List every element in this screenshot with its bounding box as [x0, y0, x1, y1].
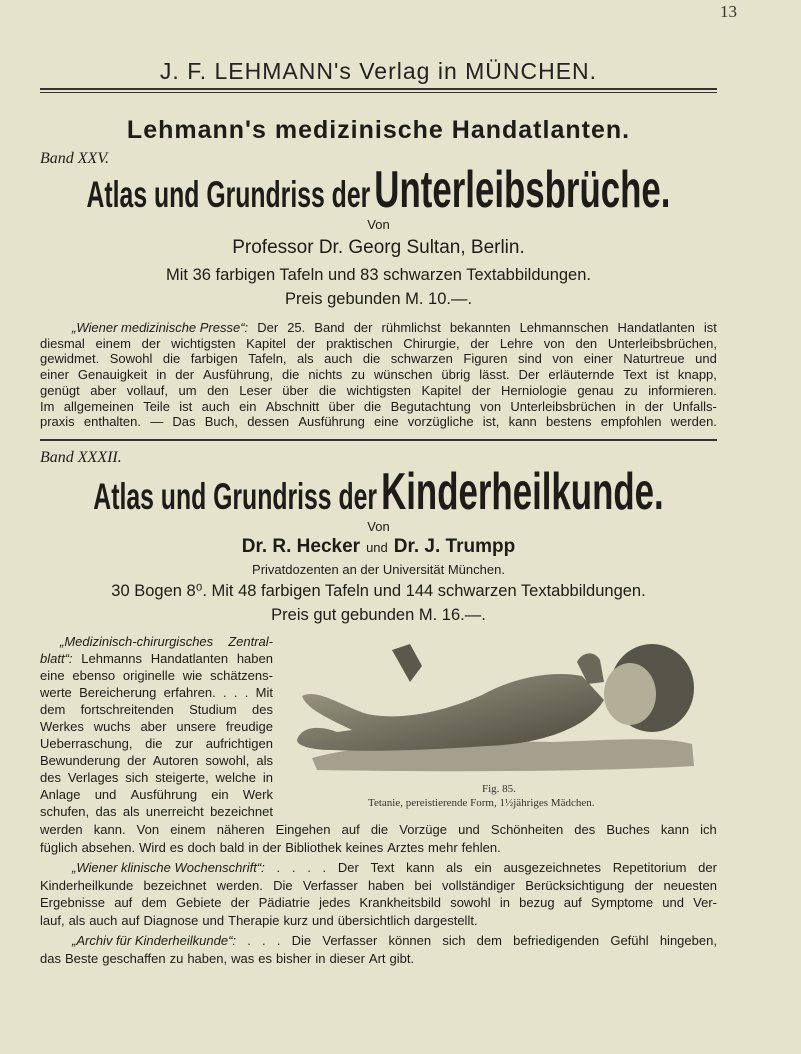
title-main: Unterleibsbrüche.: [374, 161, 671, 219]
series-title: Lehmann's medizinische Handatlanten.: [126, 116, 631, 144]
title-main: Kinderheilkunde.: [381, 463, 664, 521]
author-2: Dr. J. Trumpp: [393, 536, 516, 557]
text-line: eine ebenso originelle wie schätzens-: [40, 668, 273, 683]
title-prefix: Atlas und Grundriss der: [93, 476, 378, 517]
von-label: Von: [367, 519, 390, 534]
header-rule: [40, 88, 717, 90]
book-details: Mit 36 farbigen Tafeln und 83 schwarzen Textabbildungen.: [165, 266, 591, 284]
text-line: schufen, das als unerreicht bezeichnet: [40, 804, 273, 819]
page-number: 13: [720, 2, 737, 21]
text-line: dem fortschreitenden Studium des: [40, 702, 273, 717]
figure-caption: Tetanie, pereistierende Form, 1½jähriges Mädchen.: [368, 797, 595, 809]
text-line: lauf, als auch auf Diagnose und Therapie kurz und übersichtlich dargestellt.: [40, 912, 478, 928]
von-label: Von: [367, 217, 390, 232]
book-price: Preis gut gebunden M. 16.—.: [271, 606, 486, 624]
text-line: „Archiv für Kinderheilkunde“: . . . Die Verfasser können sich dem befriedigenden Gefühl hingeben,: [72, 933, 717, 948]
band-label: Band XXXII.: [40, 449, 122, 466]
publisher-header: J. F. LEHMANN's Verlag in MÜNCHEN.: [159, 58, 598, 84]
section-rule: [40, 439, 717, 441]
band-label: Band XXV.: [40, 150, 110, 167]
text-line: Kinderheilkunde bezeichnet werden. Die Verfasser haben bei vollständiger Berücksichtigung der neuesten: [40, 877, 717, 893]
text-line: Ergebnisse auf dem Gebiete der Pädiatrie jedes Krankheitsbild sowohl in bezug auf Symptome und Ver-: [40, 895, 717, 910]
und: und: [366, 540, 388, 555]
text-line: werte Bereicherung erfahren. . . . Mit: [40, 685, 273, 700]
text-line: einer Genauigkeit in der Ausführung, die nichts zu wünschen übrig lässt. Der erläuternde Text ist knapp,: [40, 367, 717, 382]
text-line: gewidmet. Sowohl die farbigen Tafeln, als auch die schwarzen Figuren sind von einer Naturtreue und: [40, 351, 717, 366]
text-line: „Medizinisch-chirurgisches Zentral-: [60, 634, 273, 649]
text-line: genügt aber vollauf, um den Leser über die wichtigsten Kapitel der Herniologie genau zu informieren.: [40, 383, 717, 398]
infant-illustration: [292, 640, 707, 772]
authors: [40, 536, 717, 558]
book-title: [93, 463, 664, 521]
review-source: blatt“:: [40, 651, 73, 666]
book-title: [86, 161, 671, 219]
figure-label: Fig. 85.: [482, 783, 516, 795]
book-details: 30 Bogen 8⁰. Mit 48 farbigen Tafeln und 144 schwarzen Textabbildungen.: [111, 582, 646, 600]
text-line: füglich absehen. Wird es doch bald in der Bibliothek keines Arztes mehr fehlen.: [40, 840, 501, 855]
text-line: werden kann. Von einem näheren Eingehen auf die Vorzüge und Schönheiten des Buches kann ich: [40, 822, 717, 837]
text-line: des Verlages sich steigerte, welche in: [40, 770, 273, 785]
text-line: Im allgemeinen Teile ist auch ein Abschnitt über die Begutachtung von Unterleibsbrüchen in der Unfalls-: [40, 399, 717, 414]
text-line: Bewunderung der Autoren sowohl, als: [40, 753, 273, 768]
title-prefix: Atlas und Grundriss der: [86, 174, 371, 215]
book-price: Preis gebunden M. 10.—.: [284, 290, 473, 308]
review-source: „Wiener medizinische Presse“:: [72, 320, 249, 335]
text-line: „Wiener klinische Wochenschrift“: . . . . Der Text kann als ein ausgezeichnetes Repetitorium der: [72, 860, 717, 875]
author: Professor Dr. Georg Sultan, Berlin.: [232, 237, 525, 258]
text-line: Werkes wuchs aber unsere freudige: [40, 719, 273, 734]
author-1: Dr. R. Hecker: [241, 536, 361, 557]
review-source: „Wiener klinische Wochenschrift“:: [72, 860, 265, 875]
header-rule-thin: [40, 92, 717, 93]
review-source: „Archiv für Kinderheilkunde“:: [72, 933, 237, 948]
text-line: das Beste geschaffen zu haben, was es bisher in dieser Art gibt.: [40, 950, 415, 966]
text-line: „Wiener medizinische Presse“: Der 25. Band der rühmlichst bekannten Lehmannschen Handatlanten ist: [72, 320, 717, 335]
text-line: blatt“: Lehmanns Handatlanten haben: [40, 651, 273, 666]
text-line: Anlage und Ausführung ein Werk: [40, 787, 273, 802]
text-line: diesmal einem der wichtigsten Kapitel der praktischen Chirurgie, der Lehre von den Unterleibsbrüchen,: [40, 336, 717, 351]
affiliation: Privatdozenten an der Universität München.: [252, 562, 505, 577]
text-line: praxis enthalten. — Das Buch, dessen Ausführung eine vorzügliche ist, kann bestens empfohlen werden.: [40, 414, 717, 429]
text-line: Ueberraschung, die zur aufrichtigen: [40, 736, 273, 751]
